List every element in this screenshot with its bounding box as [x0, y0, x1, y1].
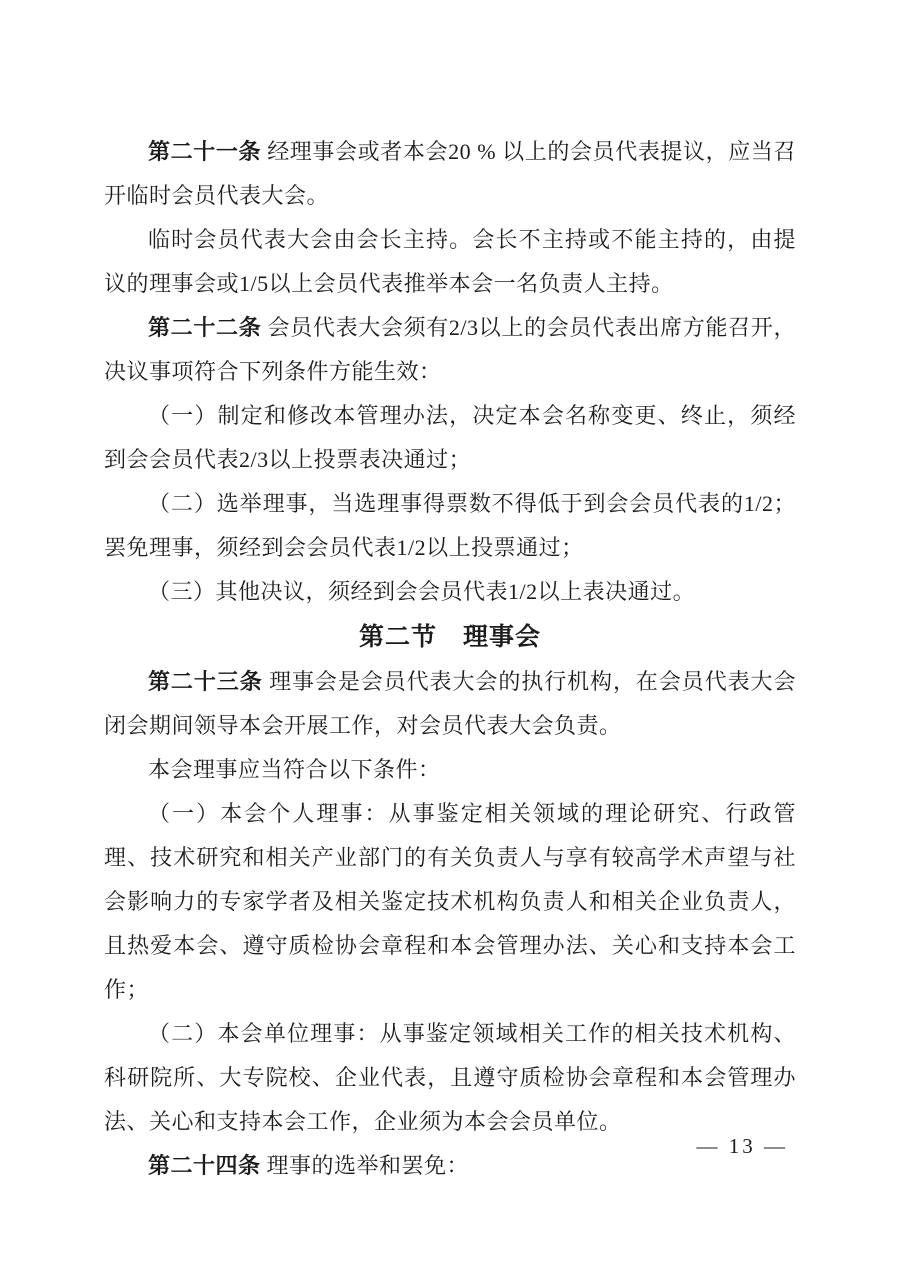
article-paragraph: 第二十四条 理事的选举和罢免：	[148, 1153, 470, 1178]
page-footer	[697, 1134, 789, 1159]
article-number: 第二十一条	[148, 139, 262, 164]
article-paragraph: 第二十三条 理事会是会员代表大会的执行机构，在会员代表大会闭会期间领导本会开展工作，对会员代表大会负责。	[104, 669, 796, 738]
article-number: 第二十四条	[148, 1153, 261, 1178]
document-body	[104, 130, 796, 1188]
article-number: 第二十三条	[148, 669, 263, 694]
paragraph: （三）其他决议，须经到会会员代表1/2以上表决通过。	[148, 579, 696, 604]
article-number: 第二十二条	[148, 315, 262, 340]
article-paragraph: 第二十二条 会员代表大会须有2/3以上的会员代表出席方能召开，决议事项符合下列条件方能生效：	[104, 315, 796, 384]
section-heading: 第二节 理事会	[358, 623, 541, 651]
page-number: — 13 —	[696, 1134, 788, 1158]
paragraph: （一）本会个人理事：从事鉴定相关领域的理论研究、行政管理、技术研究和相关产业部门的有关负责人与享有较高学术声望与社会影响力的专家学者及相关鉴定技术机构负责人和相关企业负责人，且热爱本会、遵守质检协会章程和本会管理办法、关心和支持本会工作；	[104, 801, 796, 1002]
paragraph: 本会理事应当符合以下条件：	[148, 757, 441, 782]
paragraph: （二）选举理事，当选理事得票数不得低于到会会员代表的1/2；罢免理事，须经到会会员代表1/2以上投票通过；	[104, 491, 796, 560]
paragraph: 临时会员代表大会由会长主持。会长不主持或不能主持的，由提议的理事会或1/5以上会员代表推举本会一名负责人主持。	[104, 227, 796, 296]
article-paragraph: 第二十一条 经理事会或者本会20 % 以上的会员代表提议，应当召开临时会员代表大会。	[104, 139, 796, 208]
paragraph: （一）制定和修改本管理办法，决定本会名称变更、终止，须经到会会员代表2/3以上投票表决通过；	[104, 403, 796, 472]
paragraph: （二）本会单位理事：从事鉴定领域相关工作的相关技术机构、科研院所、大专院校、企业代表，且遵守质检协会章程和本会管理办法、关心和支持本会工作，企业须为本会会员单位。	[104, 1021, 796, 1134]
